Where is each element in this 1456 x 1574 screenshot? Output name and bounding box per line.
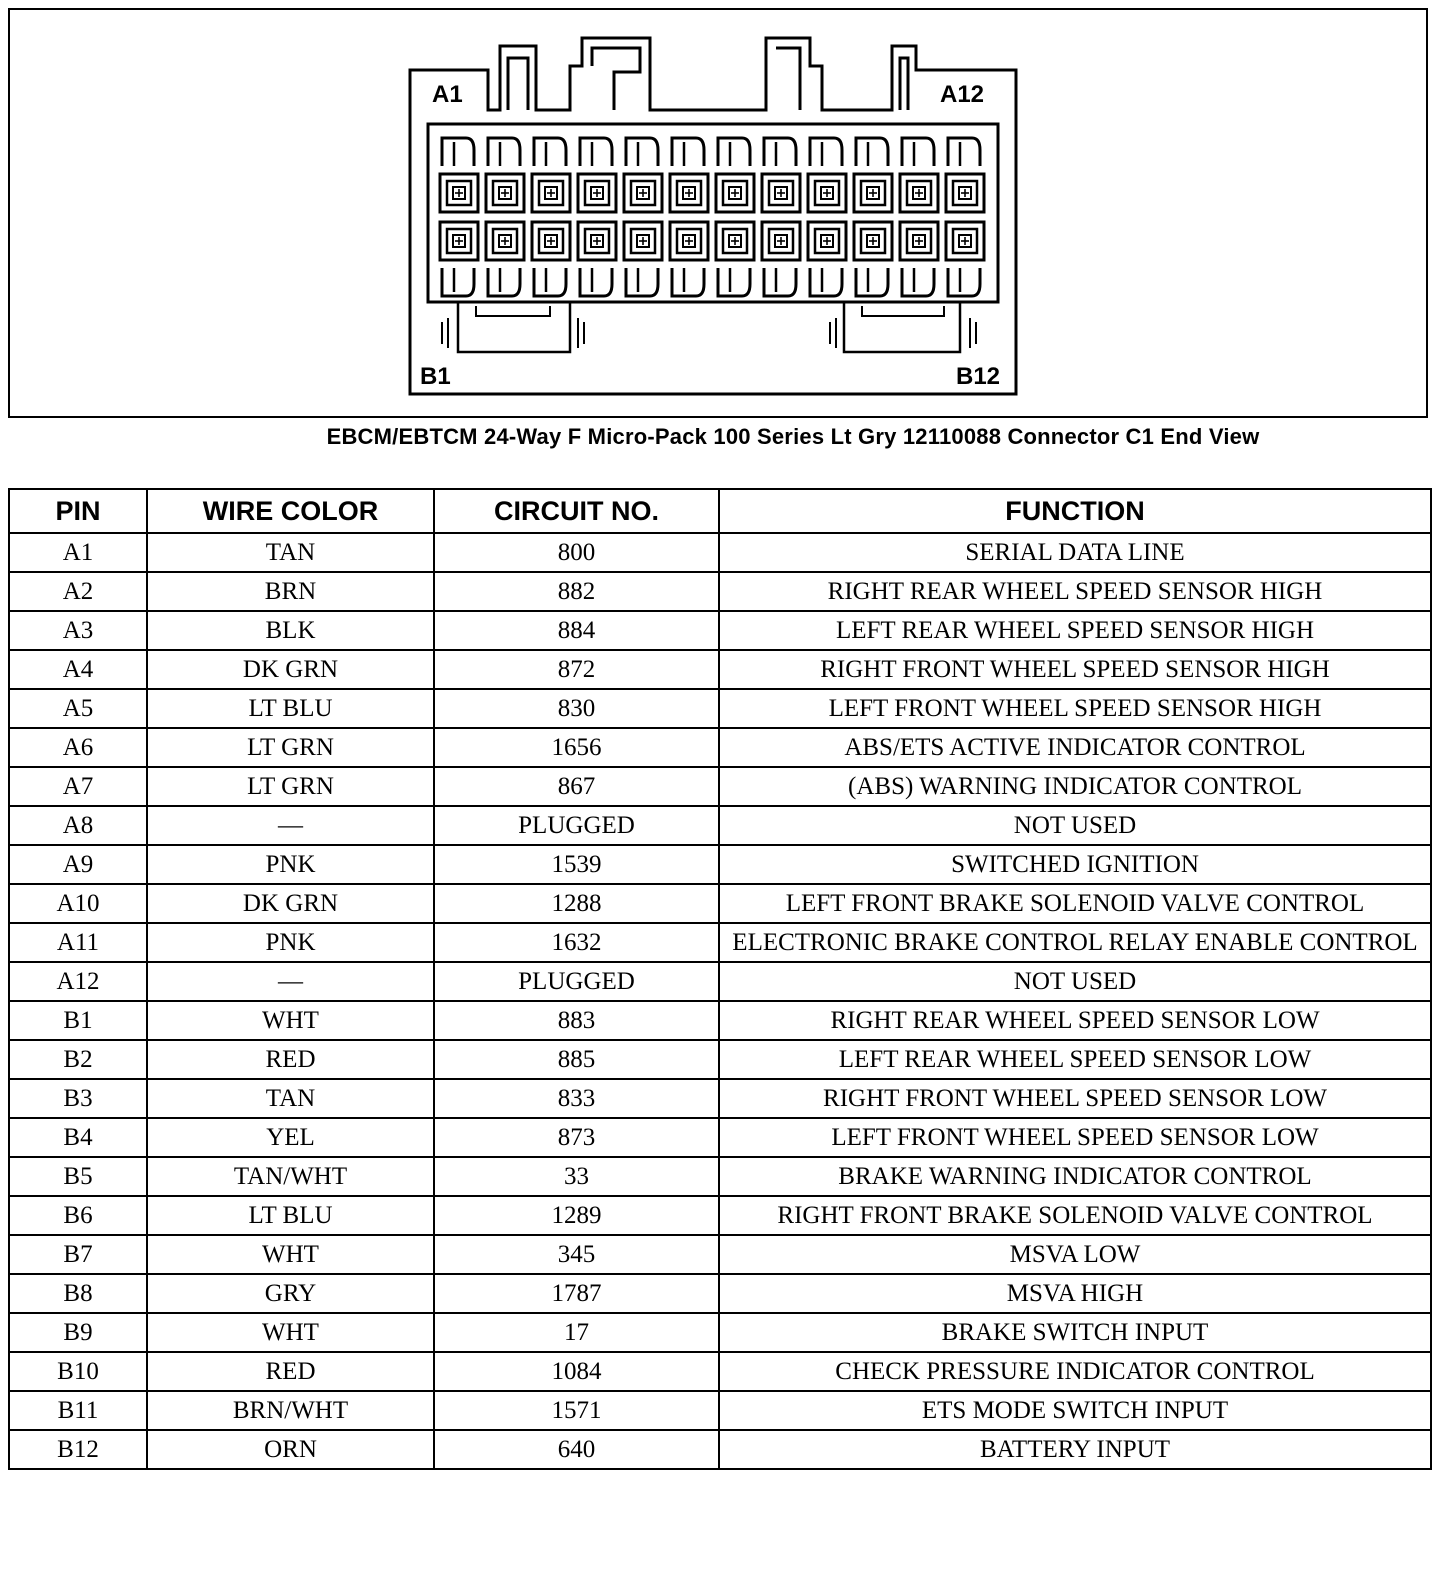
function-cell: ABS/ETS ACTIVE INDICATOR CONTROL: [719, 728, 1431, 767]
function-cell: NOT USED: [719, 962, 1431, 1001]
circuit-no-cell: 1656: [434, 728, 719, 767]
pin-latch-slot: [534, 268, 566, 296]
wire-color-cell: LT BLU: [147, 689, 434, 728]
function-cell: RIGHT FRONT BRAKE SOLENOID VALVE CONTROL: [719, 1196, 1431, 1235]
circuit-no-cell: 830: [434, 689, 719, 728]
pin-cell: B2: [9, 1040, 147, 1079]
table-row: [9, 962, 1431, 1001]
wire-color-cell: WHT: [147, 1313, 434, 1352]
pin-cell: A11: [9, 923, 147, 962]
function-cell: CHECK PRESSURE INDICATOR CONTROL: [719, 1352, 1431, 1391]
circuit-no-cell: 1084: [434, 1352, 719, 1391]
connector-diagram-frame: [8, 8, 1428, 418]
circuit-no-cell: 800: [434, 533, 719, 572]
pin-latch-slot: [810, 138, 842, 166]
circuit-no-cell: 1288: [434, 884, 719, 923]
pin-cell: B11: [9, 1391, 147, 1430]
label-b1: B1: [420, 363, 451, 390]
pin-cell: A5: [9, 689, 147, 728]
header-pin: PIN: [9, 489, 147, 533]
table-row: [9, 572, 1431, 611]
table-row: [9, 845, 1431, 884]
pin-cell: B1: [9, 1001, 147, 1040]
function-cell: LEFT REAR WHEEL SPEED SENSOR HIGH: [719, 611, 1431, 650]
pin-latch-slot: [534, 138, 566, 166]
table-header-row: [9, 489, 1431, 533]
pin-latch-slot: [810, 268, 842, 296]
pin-cell: A9: [9, 845, 147, 884]
circuit-no-cell: 873: [434, 1118, 719, 1157]
pin-latch-slot: [488, 268, 520, 296]
table-row: [9, 1157, 1431, 1196]
label-a12: A12: [940, 81, 985, 108]
wire-color-cell: RED: [147, 1040, 434, 1079]
table-row: [9, 1040, 1431, 1079]
wire-color-cell: BLK: [147, 611, 434, 650]
pin-latch-slot: [672, 268, 704, 296]
wire-color-cell: DK GRN: [147, 884, 434, 923]
label-b12: B12: [956, 363, 1001, 390]
wire-color-cell: LT GRN: [147, 728, 434, 767]
pin-cell: B7: [9, 1235, 147, 1274]
pin-cell: A4: [9, 650, 147, 689]
pin-latch-slot: [442, 268, 474, 296]
circuit-no-cell: 1632: [434, 923, 719, 962]
function-cell: BRAKE WARNING INDICATOR CONTROL: [719, 1157, 1431, 1196]
pin-cell: A6: [9, 728, 147, 767]
pin-cell: A3: [9, 611, 147, 650]
wire-color-cell: BRN: [147, 572, 434, 611]
wire-color-cell: BRN/WHT: [147, 1391, 434, 1430]
pin-latch-slot: [764, 138, 796, 166]
function-cell: MSVA HIGH: [719, 1274, 1431, 1313]
function-cell: RIGHT FRONT WHEEL SPEED SENSOR LOW: [719, 1079, 1431, 1118]
function-cell: SERIAL DATA LINE: [719, 533, 1431, 572]
function-cell: ETS MODE SWITCH INPUT: [719, 1391, 1431, 1430]
pin-latch-slot: [948, 268, 980, 296]
function-cell: RIGHT FRONT WHEEL SPEED SENSOR HIGH: [719, 650, 1431, 689]
pin-cell: B12: [9, 1430, 147, 1469]
pin-latch-slot: [626, 138, 658, 166]
circuit-no-cell: 640: [434, 1430, 719, 1469]
wire-color-cell: PNK: [147, 923, 434, 962]
circuit-no-cell: 883: [434, 1001, 719, 1040]
function-cell: SWITCHED IGNITION: [719, 845, 1431, 884]
table-row: [9, 1430, 1431, 1469]
wire-color-cell: —: [147, 806, 434, 845]
header-function: FUNCTION: [719, 489, 1431, 533]
wire-color-cell: LT GRN: [147, 767, 434, 806]
circuit-no-cell: 833: [434, 1079, 719, 1118]
pin-latch-slot: [580, 268, 612, 296]
circuit-no-cell: PLUGGED: [434, 962, 719, 1001]
table-row: [9, 1235, 1431, 1274]
table-row: [9, 611, 1431, 650]
pin-cell: A2: [9, 572, 147, 611]
circuit-no-cell: 1289: [434, 1196, 719, 1235]
label-a1: A1: [432, 81, 463, 108]
pin-cell: B3: [9, 1079, 147, 1118]
pin-latch-slot: [856, 138, 888, 166]
connector-caption: EBCM/EBTCM 24-Way F Micro-Pack 100 Series Lt Gry 12110088 Connector C1 End View: [326, 424, 1260, 449]
pin-latch-slot: [902, 138, 934, 166]
table-row: [9, 650, 1431, 689]
table-row: [9, 1001, 1431, 1040]
circuit-no-cell: 867: [434, 767, 719, 806]
table-row: [9, 1196, 1431, 1235]
pin-cell: B10: [9, 1352, 147, 1391]
pin-latch-slot: [488, 138, 520, 166]
function-cell: LEFT FRONT WHEEL SPEED SENSOR LOW: [719, 1118, 1431, 1157]
function-cell: RIGHT REAR WHEEL SPEED SENSOR LOW: [719, 1001, 1431, 1040]
circuit-no-cell: 885: [434, 1040, 719, 1079]
pin-cell: B5: [9, 1157, 147, 1196]
table-row: [9, 884, 1431, 923]
table-row: [9, 533, 1431, 572]
circuit-no-cell: 1787: [434, 1274, 719, 1313]
pin-latch-slot: [626, 268, 658, 296]
pin-latch-slot: [672, 138, 704, 166]
table-row: [9, 1118, 1431, 1157]
circuit-no-cell: PLUGGED: [434, 806, 719, 845]
circuit-no-cell: 882: [434, 572, 719, 611]
wire-color-cell: WHT: [147, 1001, 434, 1040]
pinout-table: [8, 488, 1432, 1470]
function-cell: ELECTRONIC BRAKE CONTROL RELAY ENABLE CONTROL: [719, 923, 1431, 962]
pin-cavities: [440, 138, 984, 296]
pin-cell: B4: [9, 1118, 147, 1157]
wire-color-cell: PNK: [147, 845, 434, 884]
function-cell: BRAKE SWITCH INPUT: [719, 1313, 1431, 1352]
table-row: [9, 1313, 1431, 1352]
function-cell: LEFT FRONT BRAKE SOLENOID VALVE CONTROL: [719, 884, 1431, 923]
header-wire-color: WIRE COLOR: [147, 489, 434, 533]
circuit-no-cell: 1571: [434, 1391, 719, 1430]
function-cell: MSVA LOW: [719, 1235, 1431, 1274]
header-circuit-no: CIRCUIT NO.: [434, 489, 719, 533]
table-row: [9, 767, 1431, 806]
wire-color-cell: WHT: [147, 1235, 434, 1274]
circuit-no-cell: 872: [434, 650, 719, 689]
wire-color-cell: —: [147, 962, 434, 1001]
table-row: [9, 1352, 1431, 1391]
connector-end-view-diagram: [10, 10, 1426, 416]
function-cell: NOT USED: [719, 806, 1431, 845]
pin-cell: B9: [9, 1313, 147, 1352]
function-cell: BATTERY INPUT: [719, 1430, 1431, 1469]
circuit-no-cell: 884: [434, 611, 719, 650]
wire-color-cell: YEL: [147, 1118, 434, 1157]
table-row: [9, 1079, 1431, 1118]
pin-cell: B8: [9, 1274, 147, 1313]
table-row: [9, 1391, 1431, 1430]
pin-latch-slot: [718, 138, 750, 166]
wire-color-cell: TAN: [147, 1079, 434, 1118]
table-row: [9, 1274, 1431, 1313]
circuit-no-cell: 1539: [434, 845, 719, 884]
function-cell: RIGHT REAR WHEEL SPEED SENSOR HIGH: [719, 572, 1431, 611]
table-row: [9, 728, 1431, 767]
pin-cell: A1: [9, 533, 147, 572]
wire-color-cell: LT BLU: [147, 1196, 434, 1235]
wire-color-cell: GRY: [147, 1274, 434, 1313]
wire-color-cell: RED: [147, 1352, 434, 1391]
pin-latch-slot: [718, 268, 750, 296]
table-row: [9, 806, 1431, 845]
pin-latch-slot: [948, 138, 980, 166]
function-cell: LEFT REAR WHEEL SPEED SENSOR LOW: [719, 1040, 1431, 1079]
pin-cell: A10: [9, 884, 147, 923]
circuit-no-cell: 345: [434, 1235, 719, 1274]
table-row: [9, 689, 1431, 728]
table-row: [9, 923, 1431, 962]
wire-color-cell: TAN/WHT: [147, 1157, 434, 1196]
function-cell: (ABS) WARNING INDICATOR CONTROL: [719, 767, 1431, 806]
connector-shell: [410, 38, 1016, 394]
function-cell: LEFT FRONT WHEEL SPEED SENSOR HIGH: [719, 689, 1431, 728]
pin-latch-slot: [580, 138, 612, 166]
pin-cell: A8: [9, 806, 147, 845]
pin-cell: A12: [9, 962, 147, 1001]
pin-latch-slot: [856, 268, 888, 296]
pin-cell: B6: [9, 1196, 147, 1235]
wire-color-cell: TAN: [147, 533, 434, 572]
pin-latch-slot: [442, 138, 474, 166]
wire-color-cell: DK GRN: [147, 650, 434, 689]
pin-latch-slot: [764, 268, 796, 296]
pin-cell: A7: [9, 767, 147, 806]
wire-color-cell: ORN: [147, 1430, 434, 1469]
pin-latch-slot: [902, 268, 934, 296]
circuit-no-cell: 33: [434, 1157, 719, 1196]
circuit-no-cell: 17: [434, 1313, 719, 1352]
